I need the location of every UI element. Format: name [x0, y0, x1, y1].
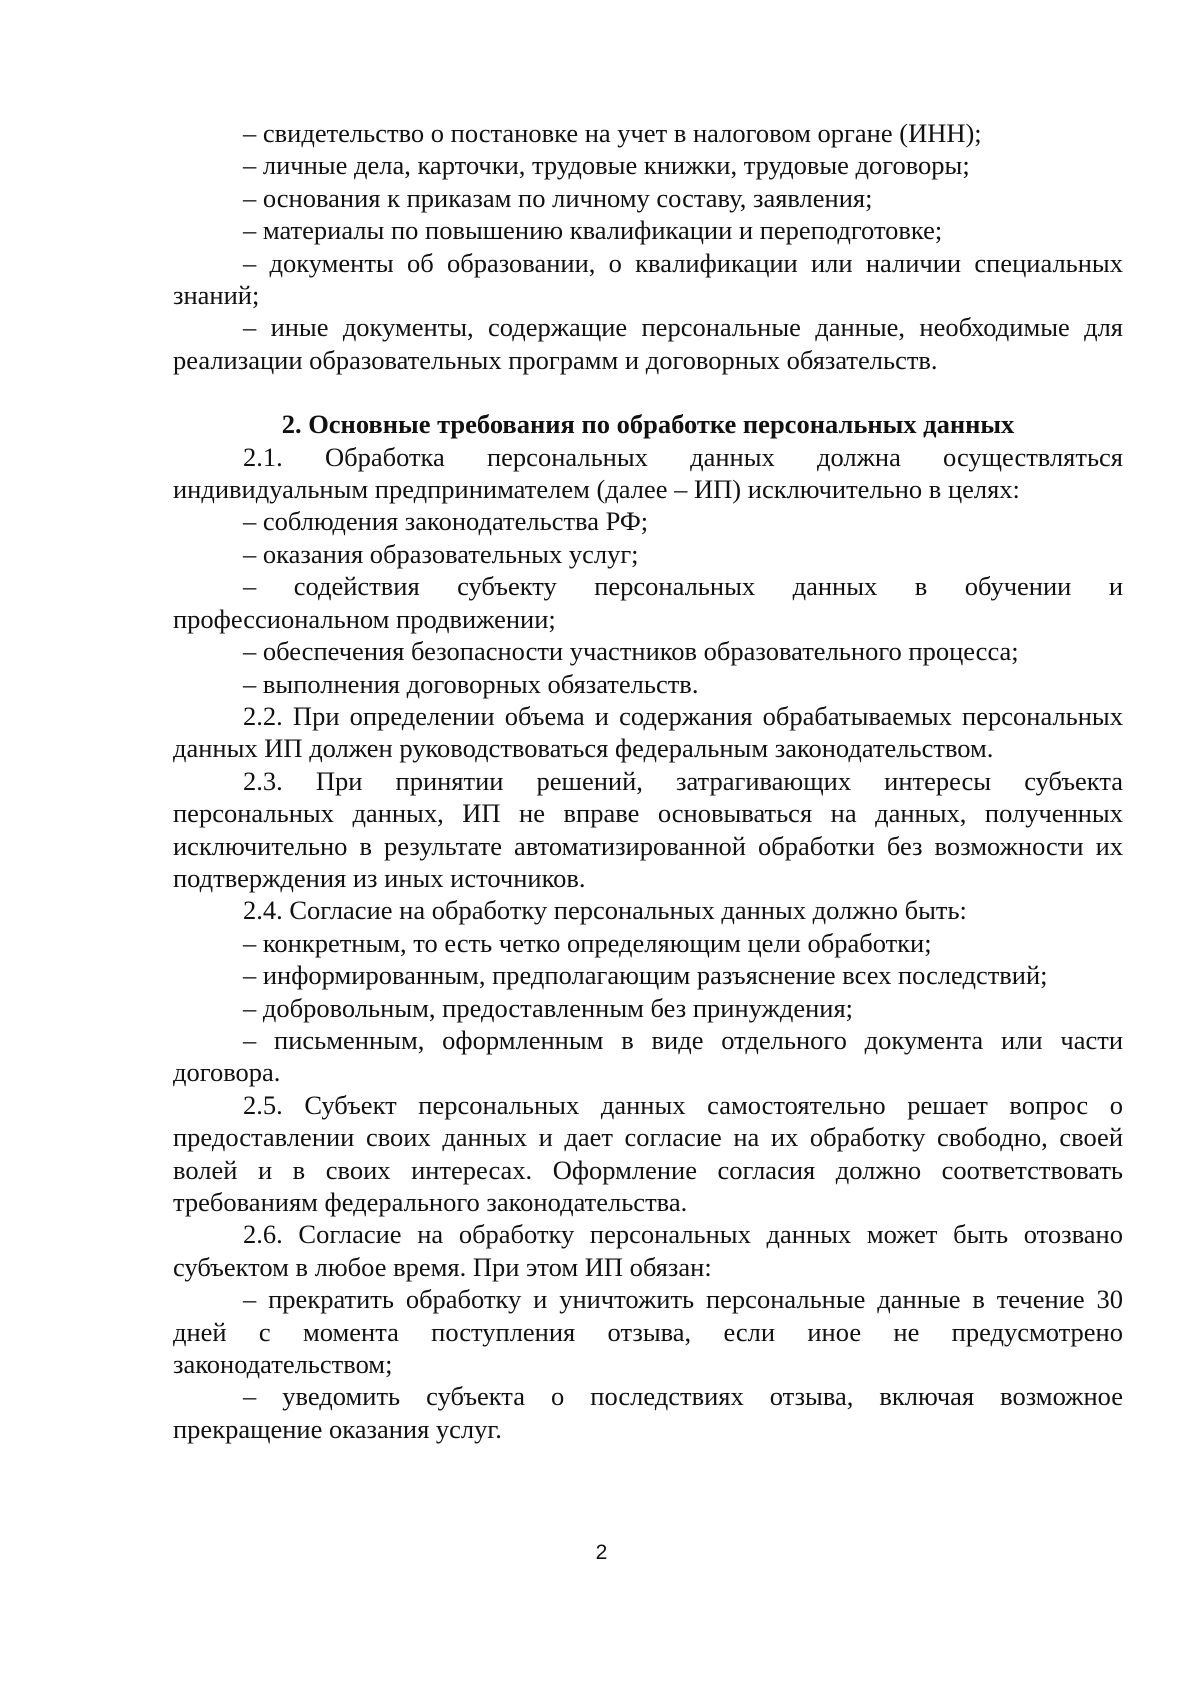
- list-item: – уведомить субъекта о последствиях отзыва, включая возможное прекращение оказания услуг.: [173, 1381, 1123, 1444]
- list-item: – личные дела, карточки, трудовые книжки, трудовые договоры;: [243, 150, 970, 181]
- list-item: – выполнения договорных обязательств.: [243, 668, 699, 699]
- section-heading: 2. Основные требования по обработке персональных данных: [281, 409, 1015, 440]
- page-number: 2: [595, 1541, 608, 1564]
- clause-paragraph: 2.1. Обработка персональных данных должна осуществляться индивидуальным предпринимателем (далее – ИП) исключительно в целях:: [173, 441, 1123, 505]
- list-item: – обеспечения безопасности участников образовательного процесса;: [243, 636, 1019, 667]
- clause-paragraph: 2.5. Субъект персональных данных самостоятельно решает вопрос о предоставлении своих данных и дает согласие на их обработку свободно, своей волей и в своих интересах. Оформление согласия должно соответствовать требованиям федерального законодательства.: [173, 1089, 1123, 1217]
- list-item: – иные документы, содержащие персональные данные, необходимые для реализации образовательных программ и договорных обязательств.: [173, 312, 1123, 375]
- list-item: – конкретным, то есть четко определяющим цели обработки;: [243, 927, 932, 958]
- list-item: – оказания образовательных услуг;: [243, 538, 639, 569]
- clause-paragraph: 2.3. При принятии решений, затрагивающих интересы субъекта персональных данных, ИП не вправе основываться на данных, полученных исключительно в результате автоматизированной обработки без возможности их подтверждения из иных источников.: [173, 765, 1123, 893]
- clause-paragraph: 2.4. Согласие на обработку персональных данных должно быть:: [243, 895, 967, 926]
- document-body: [173, 117, 1123, 1445]
- list-item: – содействия субъекту персональных данных в обучении и профессиональном продвижении;: [173, 571, 1123, 634]
- list-item: – материалы по повышению квалификации и переподготовке;: [243, 215, 943, 246]
- clause-paragraph: 2.6. Согласие на обработку персональных данных может быть отозвано субъектом в любое время. При этом ИП обязан:: [173, 1219, 1123, 1282]
- list-item: – основания к приказам по личному составу, заявления;: [243, 182, 873, 213]
- clause-paragraph: 2.2. При определении объема и содержания обрабатываемых персональных данных ИП должен руководствоваться федеральным законодательством.: [173, 700, 1123, 764]
- list-item: – свидетельство о постановке на учет в налоговом органе (ИНН);: [243, 118, 982, 148]
- list-item: – прекратить обработку и уничтожить персональные данные в течение 30 дней с момента поступления отзыва, если иное не предусмотрено законодательством;: [173, 1284, 1123, 1380]
- list-item: – информированным, предполагающим разъяснение всех последствий;: [243, 960, 1048, 991]
- list-item: – добровольным, предоставленным без принуждения;: [243, 992, 853, 1023]
- list-item: – письменным, оформленным в виде отдельного документа или части договора.: [173, 1024, 1123, 1088]
- list-item: – соблюдения законодательства РФ;: [243, 506, 649, 537]
- list-item: – документы об образовании, о квалификации или наличии специальных знаний;: [173, 247, 1123, 311]
